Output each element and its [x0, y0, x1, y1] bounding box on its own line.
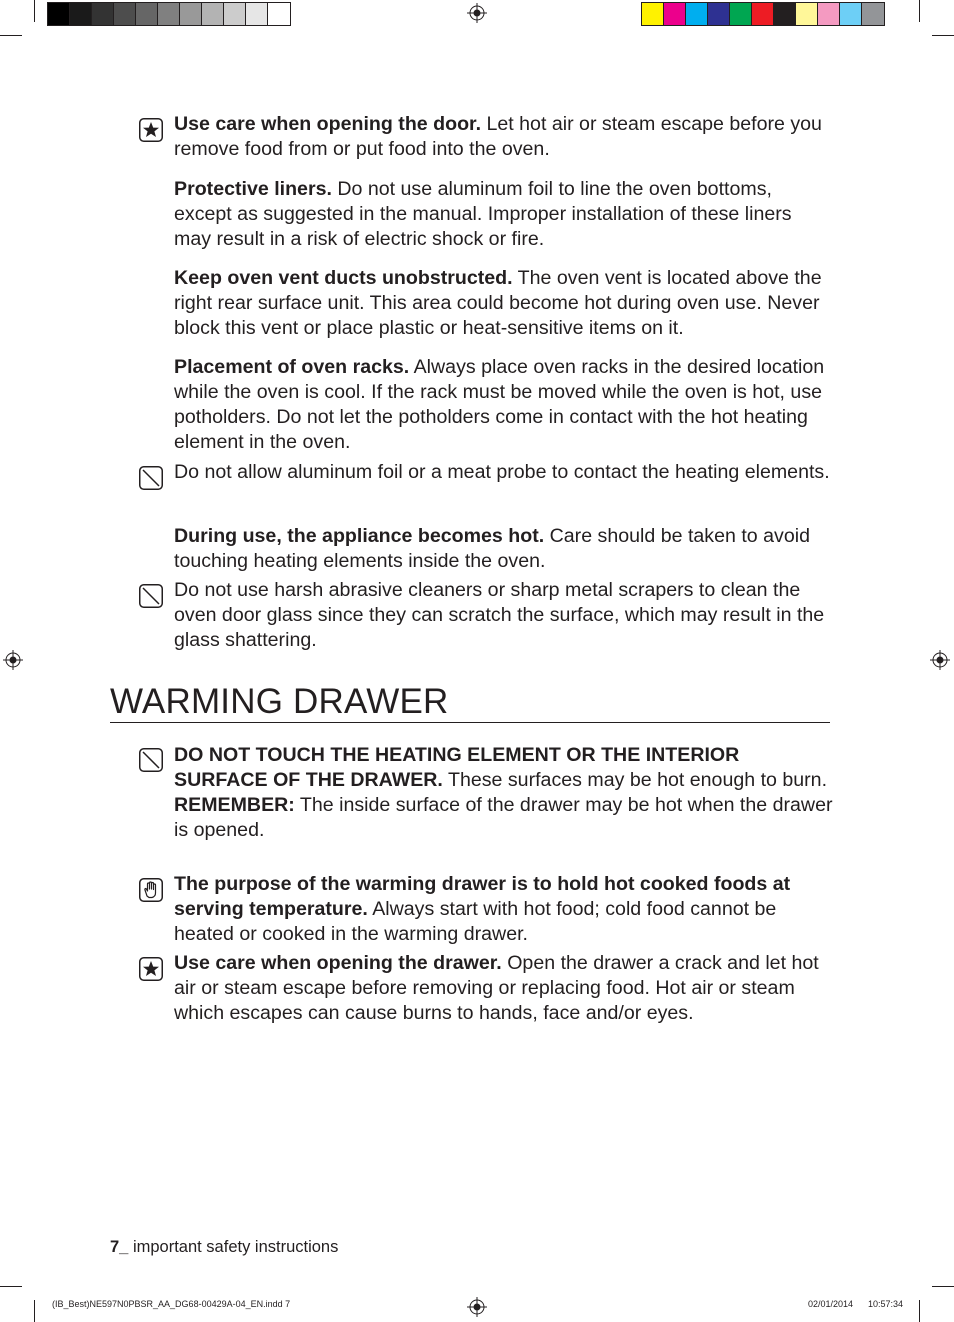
item-text: The inside surface of the drawer may be hot when the drawer is opened. [174, 794, 833, 841]
footer-section-name: important safety instructions [128, 1238, 339, 1256]
safety-item-drawer-opening [174, 951, 834, 1026]
color-swatch [774, 3, 796, 25]
safety-item-foil [174, 460, 834, 485]
registration-mark-icon [930, 650, 950, 670]
color-swatch [686, 3, 708, 25]
crop-mark [932, 1286, 954, 1287]
item-bold-text: Placement of oven racks. [174, 356, 410, 378]
color-swatch [246, 3, 268, 25]
color-swatch [268, 3, 290, 25]
color-swatch [730, 3, 752, 25]
safety-item-heating-element [174, 743, 834, 843]
item-bold-text: Use care when opening the door. [174, 113, 482, 135]
hand-icon [139, 878, 163, 902]
prohibited-icon [139, 584, 163, 608]
item-text: Do not allow aluminum foil or a meat probe to contact the heating elements. [174, 461, 830, 483]
color-swatch [136, 3, 158, 25]
safety-item-liners [174, 177, 834, 252]
section-heading: WARMING DRAWER [110, 682, 830, 723]
page-footer [110, 1238, 338, 1257]
item-text: These surfaces may be hot enough to burn. [442, 769, 828, 791]
item-bold-text: DO NOT TOUCH THE HEATING ELEMENT OR THE INTERIOR SURFACE OF THE DRAWER. [174, 744, 740, 791]
crop-mark [919, 1300, 920, 1322]
safety-item-cleaners [174, 578, 834, 653]
item-bold-text: Protective liners. [174, 178, 332, 200]
color-swatch [180, 3, 202, 25]
grayscale-color-bar [47, 2, 291, 26]
item-bold-text: REMEMBER: [174, 794, 295, 816]
item-bold-text: Keep oven vent ducts unobstructed. [174, 267, 513, 289]
color-swatch [224, 3, 246, 25]
color-swatch [92, 3, 114, 25]
crop-mark [0, 1286, 22, 1287]
page-number: 7_ [110, 1238, 129, 1256]
color-swatch [114, 3, 136, 25]
slug-time: 10:57:34 [868, 1299, 904, 1309]
slug-file-name: (IB_Best)NE597N0PBSR_AA_DG68-00429A-04_EN.indd 7 [52, 1299, 291, 1309]
crop-mark [932, 35, 954, 36]
color-swatch [708, 3, 730, 25]
star-icon [139, 957, 163, 981]
safety-item-vent [174, 266, 834, 341]
crop-mark [919, 0, 920, 22]
item-text: Always place oven racks in the desired location while the oven is cool. If the rack must be moved while the oven is hot, use potholders. Do not let the potholders come in contact with the hot heating element in the oven. [174, 356, 825, 453]
process-color-bar [641, 2, 885, 26]
item-bold-text: The purpose of the warming drawer is to hold hot cooked foods at serving temperature. [174, 873, 791, 920]
item-text: Let hot air or steam escape before you remove food from or put food into the oven. [174, 113, 822, 160]
safety-item-door [174, 112, 834, 162]
item-text: The oven vent is located above the right rear surface unit. This area could become hot during oven use. Never block this vent or place plastic or heat-sensitive items on it. [174, 267, 822, 339]
color-swatch [70, 3, 92, 25]
registration-mark-icon [467, 3, 487, 23]
item-text: Do not use aluminum foil to line the oven bottoms, except as suggested in the manual. Improper installation of these liners may result in a risk of electric shock or fire. [174, 178, 792, 250]
crop-mark [34, 0, 35, 22]
registration-mark-icon [467, 1297, 487, 1317]
registration-mark-icon [3, 650, 23, 670]
color-swatch [48, 3, 70, 25]
item-bold-text: Use care when opening the drawer. [174, 952, 502, 974]
color-swatch [752, 3, 774, 25]
color-swatch [840, 3, 862, 25]
item-text: Always start with hot food; cold food cannot be heated or cooked in the warming drawer. [174, 898, 777, 945]
item-text: Do not use harsh abrasive cleaners or sharp metal scrapers to clean the oven door glass since they can scratch the surface, which may result in the glass shattering. [174, 579, 825, 651]
color-swatch [818, 3, 840, 25]
color-swatch [664, 3, 686, 25]
color-swatch [158, 3, 180, 25]
safety-item-purpose [174, 872, 834, 947]
star-icon [139, 118, 163, 142]
color-swatch [202, 3, 224, 25]
color-swatch [642, 3, 664, 25]
item-text: Open the drawer a crack and let hot air or steam escape before removing or replacing food. Hot air or steam which escapes can cause burns to hands, face and/or eyes. [174, 952, 819, 1024]
crop-mark [34, 1300, 35, 1322]
safety-item-racks [174, 355, 834, 455]
prohibited-icon [139, 748, 163, 772]
safety-item-hot [174, 524, 834, 574]
crop-mark [0, 35, 22, 36]
prohibited-icon [139, 466, 163, 490]
slug-date: 02/01/2014 [808, 1299, 854, 1309]
color-swatch [796, 3, 818, 25]
item-text: Care should be taken to avoid touching heating elements inside the oven. [174, 525, 810, 572]
color-swatch [862, 3, 884, 25]
item-bold-text: During use, the appliance becomes hot. [174, 525, 545, 547]
